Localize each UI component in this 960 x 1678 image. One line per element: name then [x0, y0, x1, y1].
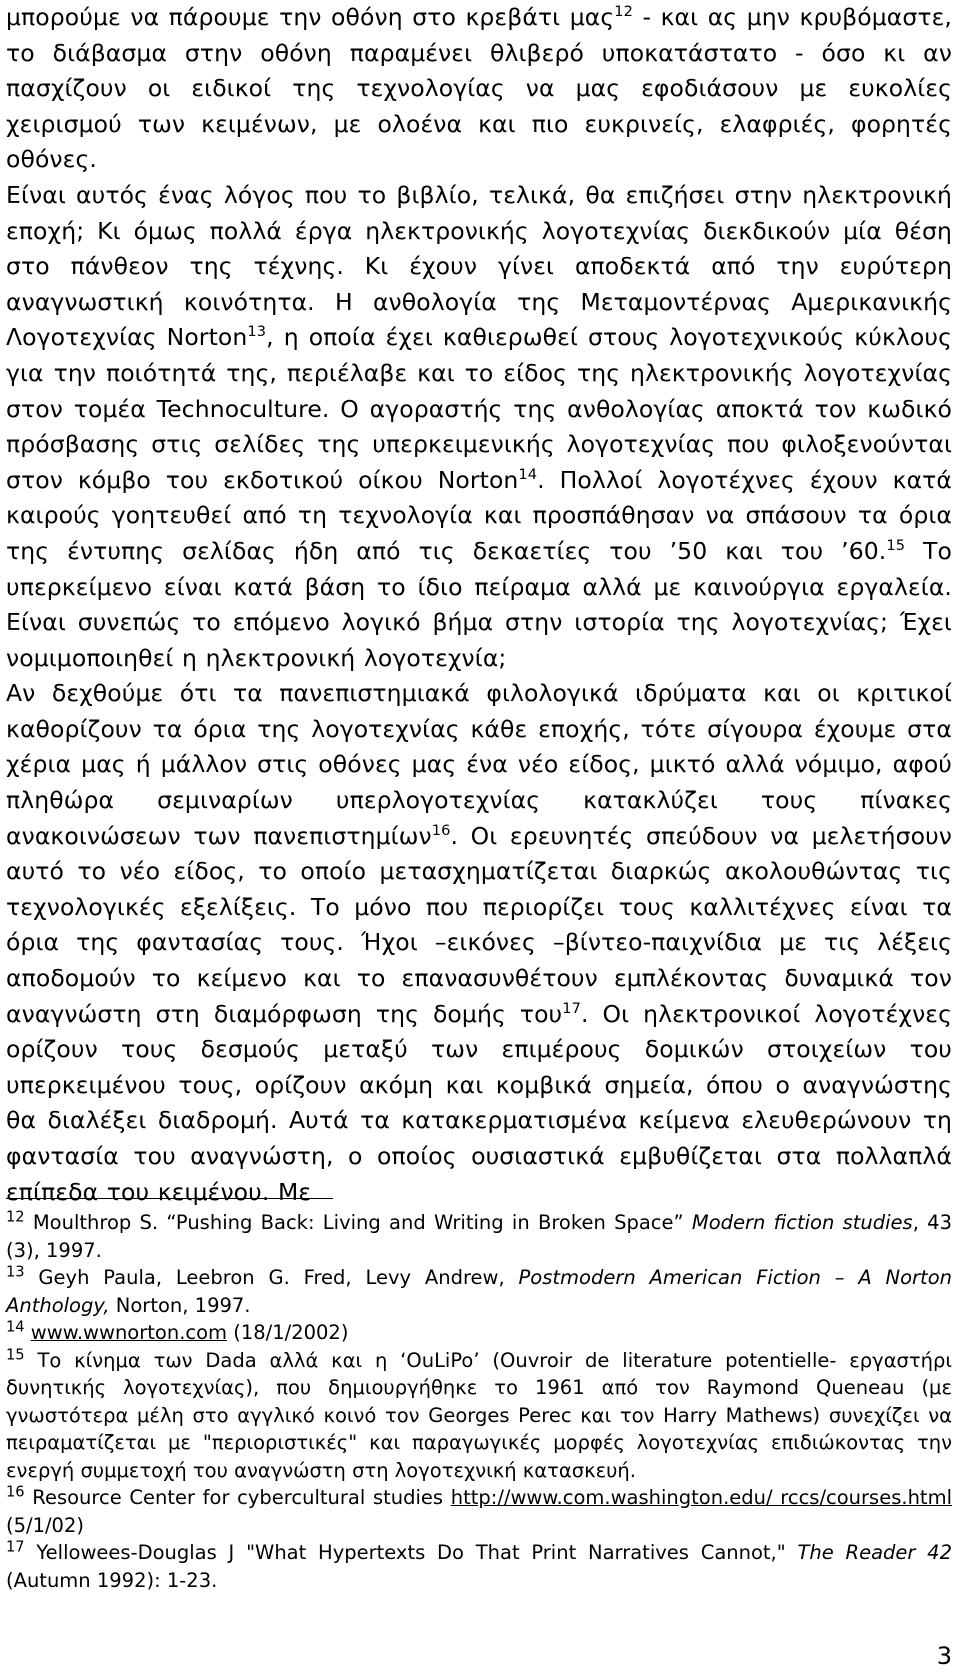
- footnote-text: Το κίνημα των Dada αλλά και η ‘OuLiPo’ (Ouvroir de literature potentielle- εργαστήρι δυνητικής λογοτεχνίας), που δημιουργήθηκε το 1961 από τον Raymond Queneau (με γνωστότερα μέλη στο αγγλικό κοινό τον Georges Perec και τον Harry Mathews) συνεχίζει να πειραματίζεται με "περιοριστικές" και παραγωγικές μορφές λογοτεχνίας επιδιώκοντας την ενεργή συμμετοχή του αναγνώστη στη λογοτεχνική κατασκευή.: [6, 1348, 952, 1482]
- footnote-text: (18/1/2002): [227, 1321, 349, 1344]
- footnote-text: Resource Center for cybercultural studies: [24, 1486, 451, 1509]
- footnote-12: [6, 1209, 952, 1264]
- footnote-ref-15[interactable]: 15: [886, 537, 906, 555]
- paragraph-2: [6, 178, 952, 676]
- page-number: 3: [936, 1642, 952, 1670]
- paragraph-text: Το υπερκείμενο είναι κατά βάση το ίδιο πείραμα αλλά με καινούργια εργαλεία. Είναι συνεπώς το επόμενο λογικό βήμα στην ιστορία της λογοτεχνίας; Έχει νομιμοποιηθεί η ηλεκτρονική λογοτεχνία;: [6, 536, 952, 672]
- footnote-separator: [6, 1198, 333, 1199]
- paragraph-text: Αν δεχθούμε ότι τα πανεπιστημιακά φιλολογικά ιδρύματα και οι κριτικοί καθορίζουν τα όρια της λογοτεχνίας κάθε εποχής, τότε σίγουρα έχουμε στα χέρια μας ή μάλλον στις οθόνες μας ένα νέο είδος, μικτό αλλά νόμιμο, αφού πληθώρα σεμιναρίων υπερλογοτεχνίας κατακλύζει τους πίνακες ανακοινώσεων των πανεπιστημίων: [6, 679, 952, 850]
- footnote-link[interactable]: http://www.com.washington.edu/ rccs/courses.html: [450, 1486, 952, 1509]
- paragraph-text: . Οι ηλεκτρονικοί λογοτέχνες ορίζουν τους δεσμούς μεταξύ των επιμέρους δομικών στοιχείων του υπερκειμένου τους, ορίζουν ακόμη και κομβικά σημεία, όπου ο αναγνώστης θα διαλέξει διαδρομή. Αυτά τα κατακερματισμένα κείμενα ελευθερώνουν τη φαντασία του αναγνώστη, ο οποίος ουσιαστικά εμβυθίζεται στα πολλαπλά επίπεδα του κειμένου. Με: [6, 999, 952, 1206]
- footnote-text: , 43 (3), 1997.: [6, 1211, 952, 1262]
- footnote-16: [6, 1484, 952, 1539]
- footnote-number: 14: [6, 1318, 25, 1336]
- paragraph-text: Είναι αυτός ένας λόγος που το βιβλίο, τελικά, θα επιζήσει στην ηλεκτρονική εποχή; Κι όμως πολλά έργα ηλεκτρονικής λογοτεχνίας διεκδικούν μία θέση στο πάνθεον της τέχνης. Κι έχουν γίνει αποδεκτά από την ευρύτερη αναγνωστική κοινότητα. Η ανθολογία της Μεταμοντέρνας Αμερικανικής Λογοτεχνίας Norton: [6, 180, 952, 352]
- footnote-ref-12[interactable]: 12: [614, 3, 633, 21]
- paragraph-text: . Οι ερευνητές σπεύδουν να μελετήσουν αυτό το νέο είδος, το οποίο μετασχηματίζεται διαρκώς ακολουθώντας τις τεχνολογικές εξελίξεις. Το μόνο που περιορίζει τους καλλιτέχνες είναι τα όρια της φαντασίας τους. Ήχοι –εικόνες –βίντεο-παιχνίδια με τις λέξεις αποδομούν το κείμενο και το επανασυνθέτουν εμπλέκοντας δυναμικά τον αναγνώστη στη διαμόρφωση της δομής του: [6, 821, 953, 1028]
- footnote-link[interactable]: www.wwnorton.com: [30, 1321, 228, 1344]
- footnote-title: Postmodern American Fiction – A Norton Anthology,: [6, 1266, 952, 1317]
- footnote-text: (Autumn 1992): 1-23.: [6, 1568, 218, 1592]
- footnote-number: 12: [6, 1208, 25, 1226]
- footnote-14: [6, 1319, 952, 1347]
- footnote-title: Modern fiction studies: [691, 1211, 913, 1234]
- footnote-13: [6, 1264, 952, 1319]
- footnote-title: The Reader 42: [797, 1541, 952, 1564]
- paragraph-text: μπορούμε να πάρουμε την οθόνη στο κρεβάτι μας: [6, 3, 615, 31]
- footnote-text: Geyh Paula, Leebron G. Fred, Levy Andrew,: [24, 1266, 519, 1289]
- footnote-ref-14[interactable]: 14: [518, 465, 538, 483]
- footnote-number: 16: [6, 1483, 25, 1501]
- paragraph-text: - και ας μην κρυβόμαστε, το διάβασμα στην οθόνη παραμένει θλιβερό υποκατάστατο - όσο κι αν πασχίζουν οι ειδικοί της τεχνολογίας να μας εφοδιάσουν με ευκολίες χειρισμού των κειμένων, με ολοένα και πιο ευκρινείς, ελαφριές, φορητές οθόνες.: [6, 3, 952, 174]
- paragraph-1: [6, 0, 952, 178]
- footnote-ref-17[interactable]: 17: [562, 999, 581, 1017]
- footnote-number: 13: [6, 1263, 25, 1281]
- footnote-ref-16[interactable]: 16: [431, 821, 451, 839]
- paragraph-text: . Πολλοί λογοτέχνες έχουν κατά καιρούς γοητευθεί από τη τεχνολογία και προσπάθησαν να σπάσουν τα όρια της έντυπης σελίδας ήδη από τις δεκαετίες του ’50 και του ’60.: [6, 465, 952, 565]
- footnote-text: Norton, 1997.: [109, 1293, 251, 1317]
- footnote-text: (5/1/02): [6, 1513, 84, 1537]
- footnote-text: Moulthrop S. “Pushing Back: Living and Writing in Broken Space”: [24, 1211, 692, 1234]
- body-text: [6, 0, 952, 1210]
- footnote-number: 15: [6, 1346, 25, 1363]
- footnotes: [6, 1209, 952, 1594]
- paragraph-text: , η οποία έχει καθιερωθεί στους λογοτεχνικούς κύκλους για την ποιότητά της, περιέλαβε και το είδος της ηλεκτρονικής λογοτεχνίας στον τομέα Technoculture. Ο αγοραστής της ανθολογίας αποκτά τον κωδικό πρόσβασης στις σελίδες της υπερκειμενικής λογοτεχνίας που φιλοξενούνται στον κόμβο του εκδοτικού οίκου Norton: [6, 323, 952, 494]
- footnote-number: 17: [6, 1538, 25, 1556]
- footnote-text: Yellowees-Douglas J "What Hypertexts Do That Print Narratives Cannot,": [24, 1541, 798, 1564]
- footnote-ref-13[interactable]: 13: [247, 323, 267, 341]
- paragraph-3: [6, 676, 952, 1210]
- footnote-15: [6, 1347, 952, 1485]
- footnote-17: [6, 1539, 952, 1594]
